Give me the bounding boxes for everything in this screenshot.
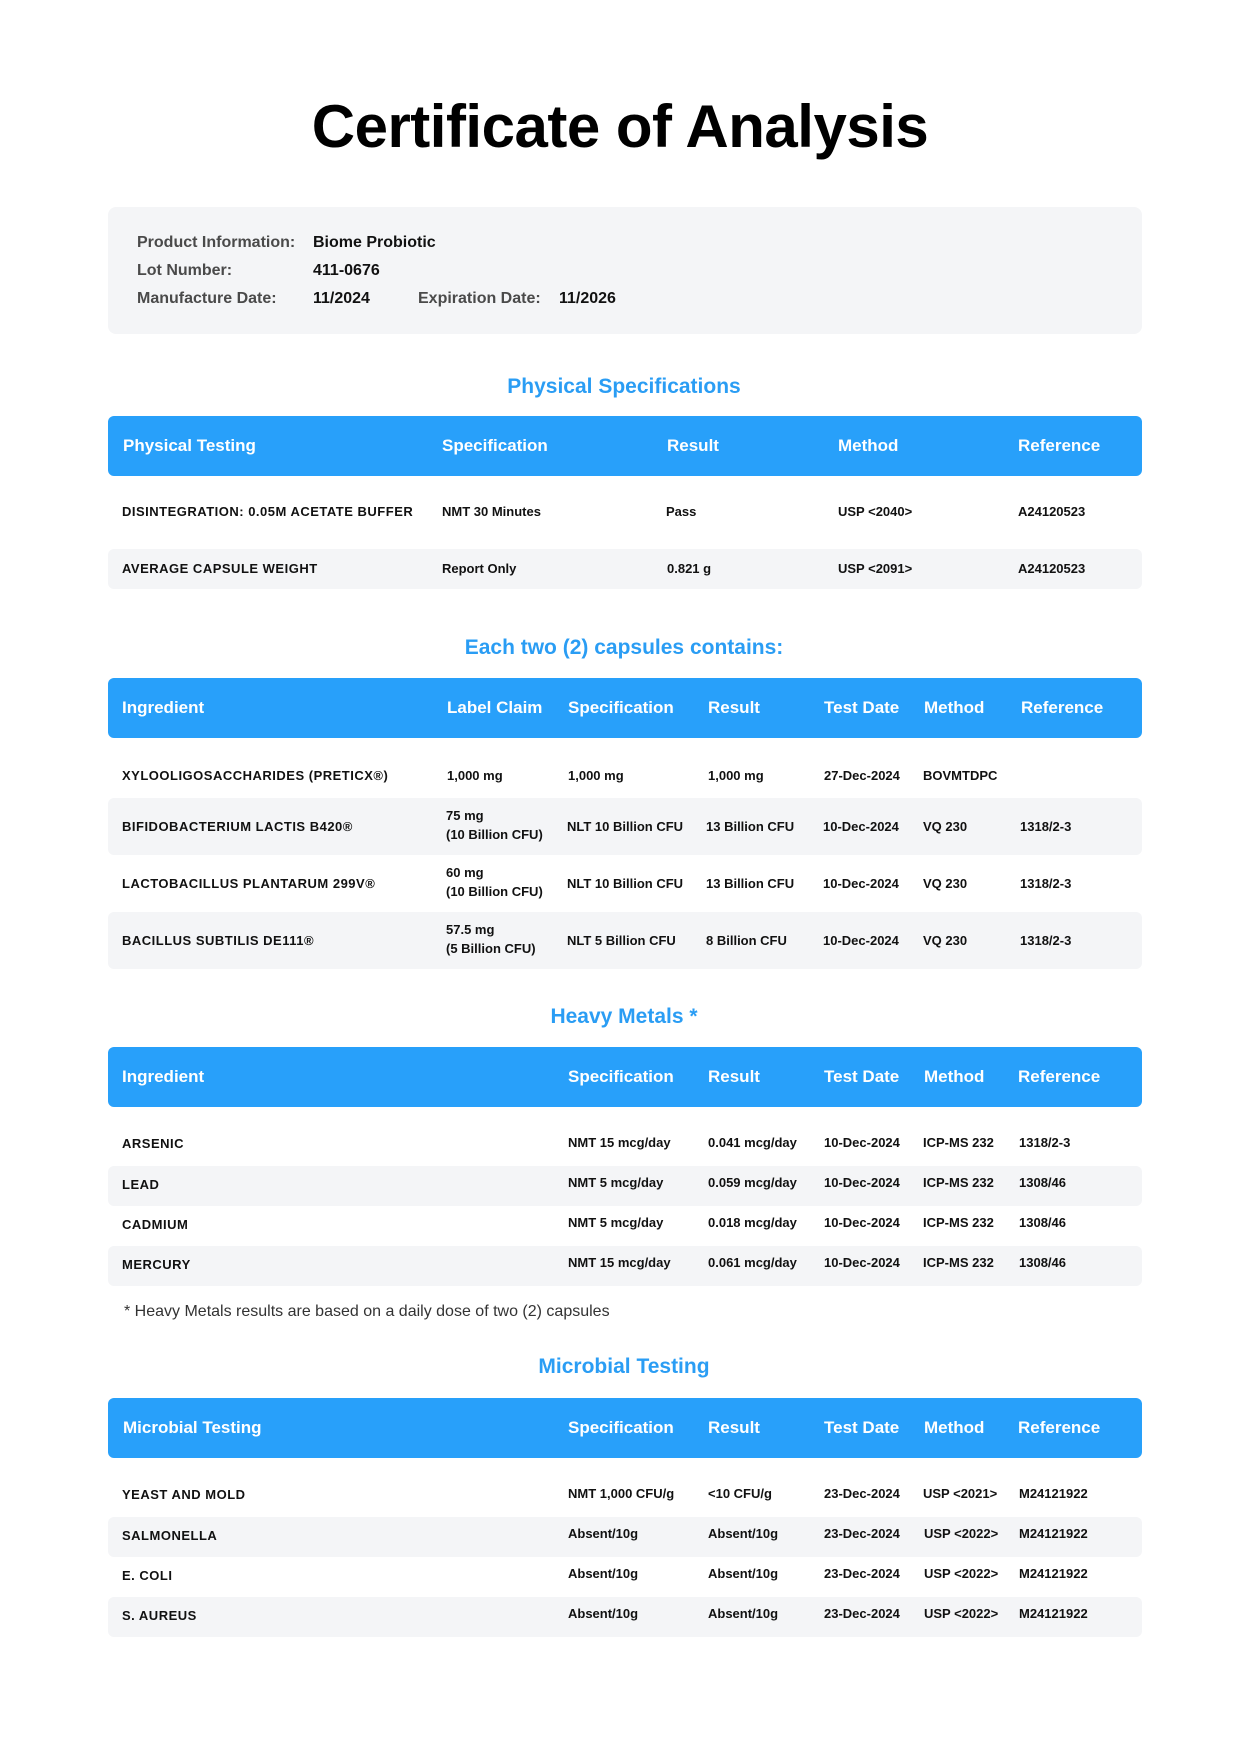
column-header: Result (667, 436, 719, 455)
reference: 1318/2-3 (1020, 819, 1072, 834)
table-row (108, 1126, 1142, 1166)
expiration-date-label: Expiration Date: (418, 290, 541, 307)
method: USP <2091> (838, 561, 913, 576)
label-claim-cfu: (10 Billion CFU) (446, 827, 543, 842)
column-header: Method (924, 1067, 985, 1086)
method: ICP-MS 232 (923, 1215, 994, 1230)
test-name: S. AUREUS (122, 1608, 197, 1623)
method: USP <2021> (923, 1486, 998, 1501)
label-claim: 60 mg (446, 865, 484, 880)
manufacture-date-value: 11/2024 (313, 290, 370, 307)
test-date: 10-Dec-2024 (824, 1135, 900, 1150)
product-value: Biome Probiotic (313, 234, 436, 251)
result: 8 Billion CFU (706, 933, 787, 948)
column-header: Specification (568, 698, 674, 717)
column-header: Specification (568, 1418, 674, 1437)
lot-label: Lot Number: (137, 262, 233, 279)
method: USP <2022> (924, 1606, 999, 1621)
specification: 1,000 mg (568, 768, 624, 783)
method: ICP-MS 232 (923, 1135, 994, 1150)
column-header: Ingredient (122, 1067, 205, 1086)
column-header: Reference (1018, 1067, 1101, 1086)
specification: Report Only (442, 561, 517, 576)
expiration-date-value: 11/2026 (559, 290, 616, 307)
label-claim: 57.5 mg (446, 922, 495, 937)
metal-name: CADMIUM (122, 1217, 189, 1232)
test-date: 10-Dec-2024 (823, 933, 899, 948)
table-row (108, 1557, 1142, 1597)
specification: NMT 30 Minutes (442, 504, 541, 519)
table-row (108, 1246, 1142, 1286)
label-claim-cfu: (10 Billion CFU) (446, 884, 543, 899)
column-header: Test Date (824, 1067, 900, 1086)
reference: 1318/2-3 (1019, 1135, 1071, 1150)
table-row (108, 549, 1142, 589)
metal-name: ARSENIC (122, 1136, 185, 1151)
column-header: Method (924, 698, 985, 717)
result: <10 CFU/g (708, 1486, 772, 1501)
test-date: 23-Dec-2024 (824, 1486, 900, 1501)
table-row (108, 1477, 1142, 1517)
table-row (108, 855, 1142, 912)
column-header: Result (708, 698, 760, 717)
test-name: E. COLI (122, 1568, 173, 1583)
ingredients-table-header (108, 678, 1142, 738)
heavy-metals-table-header (108, 1047, 1142, 1107)
result: Pass (666, 504, 697, 519)
reference: M24121922 (1019, 1606, 1088, 1621)
test-date: 23-Dec-2024 (824, 1566, 900, 1581)
specification: NMT 1,000 CFU/g (568, 1486, 675, 1501)
physical-table-header (108, 416, 1142, 476)
column-header: Specification (568, 1067, 674, 1086)
reference: 1308/46 (1019, 1175, 1066, 1190)
reference: A24120523 (1018, 504, 1086, 519)
metal-name: LEAD (122, 1177, 160, 1192)
table-row (108, 1517, 1142, 1557)
column-header: Test Date (824, 698, 900, 717)
table-row (108, 1206, 1142, 1246)
ingredients-section-title: Each two (2) capsules contains: (464, 636, 784, 659)
manufacture-date-label: Manufacture Date: (137, 290, 277, 307)
test-name: DISINTEGRATION: 0.05M ACETATE BUFFER (122, 504, 414, 519)
reference: M24121922 (1019, 1486, 1088, 1501)
test-name: AVERAGE CAPSULE WEIGHT (122, 561, 318, 576)
column-header: Reference (1018, 1418, 1101, 1437)
metal-name: MERCURY (122, 1257, 191, 1272)
specification: Absent/10g (568, 1566, 639, 1581)
heavy-metals-footnote: * Heavy Metals results are based on a daily dose of two (2) capsules (124, 1303, 610, 1320)
product-info-panel (108, 207, 1142, 334)
result: 0.061 mcg/day (708, 1255, 797, 1270)
column-header: Method (924, 1418, 985, 1437)
result: 0.041 mcg/day (708, 1135, 797, 1150)
specification: NMT 5 mcg/day (568, 1175, 664, 1190)
label-claim: 1,000 mg (447, 768, 503, 783)
column-header: Result (708, 1418, 760, 1437)
method: BOVMTDPC (923, 768, 998, 783)
microbial-section-title: Microbial Testing (538, 1355, 710, 1378)
ingredient-name: BACILLUS SUBTILIS DE111® (122, 933, 315, 948)
lot-value: 411-0676 (313, 262, 380, 279)
specification: NLT 5 Billion CFU (567, 933, 676, 948)
ingredient-name: XYLOOLIGOSACCHARIDES (PRETICX®) (122, 768, 389, 783)
table-row (108, 756, 1142, 796)
reference: 1308/46 (1019, 1255, 1066, 1270)
column-header: Method (838, 436, 899, 455)
method: ICP-MS 232 (923, 1175, 994, 1190)
result: Absent/10g (708, 1606, 779, 1621)
test-date: 10-Dec-2024 (824, 1255, 900, 1270)
column-header: Microbial Testing (123, 1418, 262, 1437)
ingredient-name: BIFIDOBACTERIUM LACTIS B420® (122, 819, 353, 834)
label-claim-cfu: (5 Billion CFU) (446, 941, 536, 956)
result: Absent/10g (708, 1526, 779, 1541)
page-title: Certificate of Analysis (311, 93, 929, 160)
reference: M24121922 (1019, 1566, 1088, 1581)
reference: 1318/2-3 (1020, 876, 1072, 891)
specification: NMT 15 mcg/day (568, 1255, 671, 1270)
method: VQ 230 (923, 876, 968, 891)
label-claim: 75 mg (446, 808, 484, 823)
test-date: 10-Dec-2024 (824, 1175, 900, 1190)
test-name: YEAST AND MOLD (122, 1487, 246, 1502)
column-header: Label Claim (447, 698, 543, 717)
test-date: 10-Dec-2024 (824, 1215, 900, 1230)
microbial-table-header (108, 1398, 1142, 1458)
heavy-metals-section-title: Heavy Metals * (550, 1005, 698, 1028)
column-header: Test Date (824, 1418, 900, 1437)
reference: M24121922 (1019, 1526, 1088, 1541)
column-header: Physical Testing (123, 436, 256, 455)
method: USP <2022> (924, 1526, 999, 1541)
reference: A24120523 (1018, 561, 1086, 576)
reference: 1318/2-3 (1020, 933, 1072, 948)
column-header: Result (708, 1067, 760, 1086)
product-label: Product Information: (137, 234, 296, 251)
specification: NMT 15 mcg/day (568, 1135, 671, 1150)
result: Absent/10g (708, 1566, 779, 1581)
test-name: SALMONELLA (122, 1528, 218, 1543)
result: 0.059 mcg/day (708, 1175, 797, 1190)
test-date: 23-Dec-2024 (824, 1526, 900, 1541)
method: VQ 230 (923, 933, 968, 948)
specification: Absent/10g (568, 1526, 639, 1541)
column-header: Ingredient (122, 698, 205, 717)
method: USP <2040> (838, 504, 913, 519)
column-header: Reference (1021, 698, 1104, 717)
physical-section-title: Physical Specifications (507, 375, 741, 398)
result: 0.821 g (667, 561, 712, 576)
result: 1,000 mg (708, 768, 764, 783)
specification: Absent/10g (568, 1606, 639, 1621)
result: 13 Billion CFU (706, 876, 795, 891)
method: VQ 230 (923, 819, 968, 834)
result: 13 Billion CFU (706, 819, 795, 834)
test-date: 10-Dec-2024 (823, 819, 899, 834)
specification: NLT 10 Billion CFU (567, 819, 684, 834)
test-date: 27-Dec-2024 (824, 768, 900, 783)
table-row (108, 1597, 1142, 1637)
method: USP <2022> (924, 1566, 999, 1581)
table-row (108, 1166, 1142, 1206)
ingredient-name: LACTOBACILLUS PLANTARUM 299V® (122, 876, 376, 891)
specification: NLT 10 Billion CFU (567, 876, 684, 891)
table-row (108, 798, 1142, 855)
result: 0.018 mcg/day (708, 1215, 797, 1230)
test-date: 10-Dec-2024 (823, 876, 899, 891)
method: ICP-MS 232 (923, 1255, 994, 1270)
specification: NMT 5 mcg/day (568, 1215, 664, 1230)
test-date: 23-Dec-2024 (824, 1606, 900, 1621)
column-header: Specification (442, 436, 548, 455)
table-row (108, 492, 1142, 532)
column-header: Reference (1018, 436, 1101, 455)
reference: 1308/46 (1019, 1215, 1066, 1230)
table-row (108, 912, 1142, 969)
